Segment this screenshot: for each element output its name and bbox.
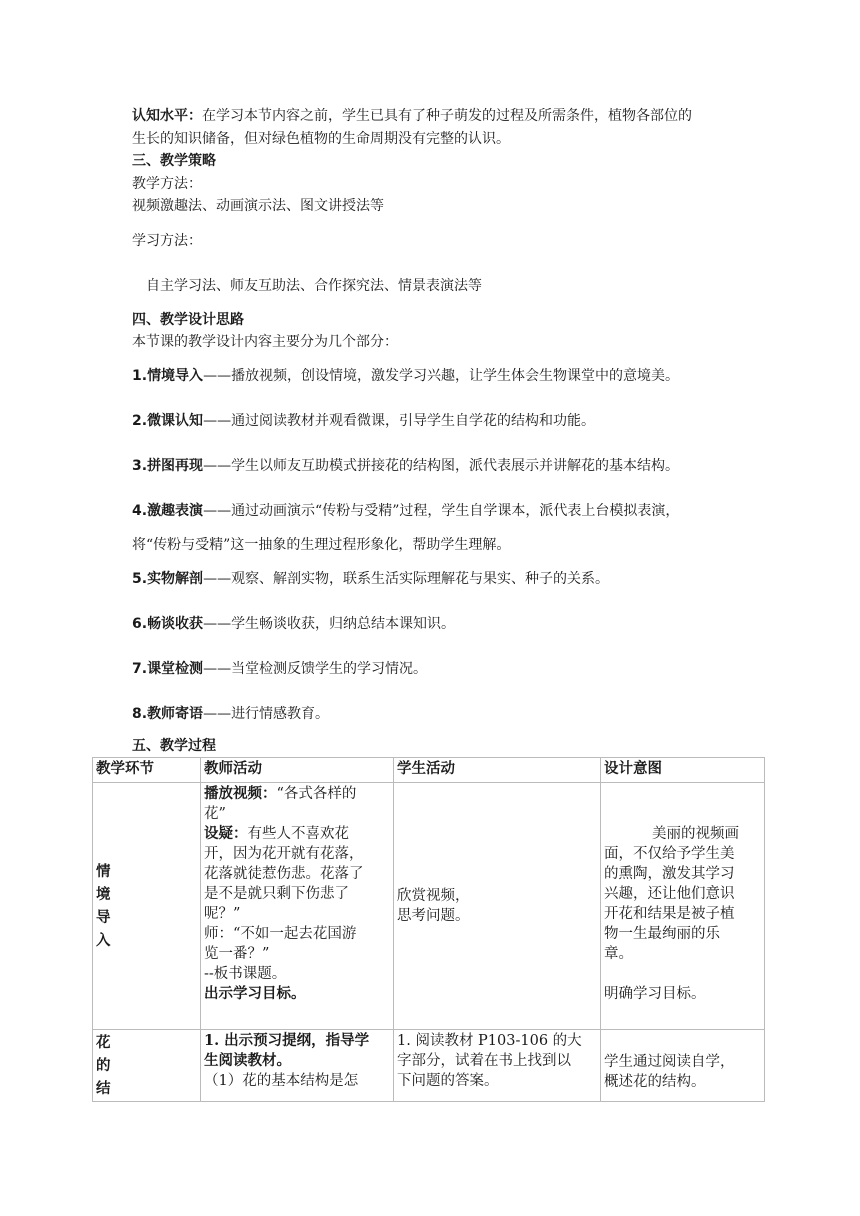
intent-line: 明确学习目标。 [604, 986, 706, 1002]
stage-char: 结 [96, 1080, 111, 1097]
item-text: ——通过动画演示“传粉与受精”过程，学生自学课本，派代表上台模拟表演， [203, 503, 680, 519]
teacher-line: （1）花的基本结构是怎 [204, 1073, 359, 1089]
header-teacher: 教师活动 [201, 758, 394, 783]
teacher-line: 1. 出示预习提纲，指导学 [204, 1032, 370, 1049]
item-number: 4. [132, 503, 148, 519]
design-intent-cell [601, 1030, 765, 1102]
item-title: 畅谈收获 [147, 616, 204, 632]
design-item-7 [132, 660, 427, 678]
section3-heading: 三、教学策略 [132, 153, 216, 169]
intent-line: 概述花的结构。 [604, 1074, 706, 1090]
item-text: ——学生以师友互助模式拼接花的结构图，派代表展示并讲解花的基本结构。 [203, 458, 680, 474]
item-number: 3. [132, 458, 148, 474]
teacher-line: 是不是就只剩下伤悲了 [204, 886, 349, 902]
teaching-methods: 视频激趣法、动画演示法、图文讲授法等 [132, 198, 384, 214]
student-line: 1. 阅读教材 P103-106 的大 [397, 1033, 582, 1049]
design-intent-cell [601, 783, 765, 1030]
intent-line: 学生通过阅读自学， [604, 1054, 735, 1070]
intent-line: 物一生最绚丽的乐 [604, 926, 720, 942]
teacher-line: 开，因为花开就有花落， [204, 846, 364, 862]
intent-line: 兴趣，还让他们意识 [604, 886, 735, 902]
stage-char: 导 [96, 909, 111, 926]
stage-char: 入 [96, 932, 111, 949]
item-text: ——学生畅谈收获，归纳总结本课知识。 [203, 616, 456, 632]
item-text: ——观察、解剖实物，联系生活实际理解花与果实、种子的关系。 [203, 571, 610, 587]
design-item-4 [132, 502, 679, 520]
design-item-2 [132, 412, 595, 430]
design-item-3 [132, 457, 679, 475]
table-row [93, 1030, 765, 1102]
teacher-text: “各式各样的 [276, 786, 357, 802]
learning-methods: 自主学习法、师友互助法、合作探究法、情景表演法等 [146, 278, 482, 294]
teacher-activity-cell [201, 1030, 394, 1102]
header-intent: 设计意图 [601, 758, 765, 783]
student-line: 思考问题。 [397, 908, 470, 924]
item-title: 拼图再现 [147, 458, 204, 474]
header-student: 学生活动 [394, 758, 601, 783]
item-number: 6. [132, 616, 148, 632]
item-title: 微课认知 [147, 413, 204, 429]
teacher-activity-cell [201, 783, 394, 1030]
section5-heading: 五、教学过程 [132, 738, 216, 754]
teacher-line: 花” [204, 806, 226, 822]
table-header-row [93, 758, 765, 783]
teacher-line: 花落就徒惹伤悲。花落了 [204, 866, 364, 882]
cognitive-line-1 [132, 107, 692, 125]
stage-char: 境 [96, 886, 111, 903]
student-line: 字部分，试着在书上找到以 [397, 1053, 571, 1069]
cognitive-text-2: 生长的知识储备，但对绿色植物的生命周期没有完整的认识。 [132, 131, 510, 147]
teacher-line: 呢？” [204, 906, 241, 922]
teacher-label: 设疑： [204, 825, 248, 842]
cognitive-label: 认知水平： [132, 108, 202, 124]
header-stage: 教学环节 [93, 758, 201, 783]
teaching-methods-label: 教学方法： [132, 176, 202, 192]
stage-char: 花 [96, 1034, 111, 1051]
cognitive-text-1: 在学习本节内容之前，学生已具有了种子萌发的过程及所需条件，植物各部位的 [202, 108, 692, 124]
intent-line: 面，不仅给予学生美 [604, 846, 735, 862]
teacher-text: 有些人不喜欢花 [247, 826, 349, 842]
teacher-line: 生阅读教材。 [204, 1052, 291, 1069]
item-title: 教师寄语 [147, 706, 204, 722]
learning-methods-label: 学习方法： [132, 233, 202, 249]
item-number: 1. [132, 368, 148, 384]
student-line: 欣赏视频， [397, 888, 470, 904]
design-item-6 [132, 615, 455, 633]
student-activity-cell [394, 783, 601, 1030]
item-title: 情境导入 [147, 368, 204, 384]
stage-cell [93, 1030, 201, 1102]
teacher-line [204, 824, 390, 844]
teacher-line: 师：“不如一起去花国游 [204, 926, 357, 942]
item-text: ——当堂检测反馈学生的学习情况。 [203, 661, 428, 677]
item-title: 实物解剖 [147, 571, 204, 587]
student-activity-cell [394, 1030, 601, 1102]
teacher-line: 出示学习目标。 [204, 985, 306, 1002]
design-item-1 [132, 367, 679, 385]
stage-char: 的 [96, 1057, 111, 1074]
design-item-4-continued: 将“传粉与受精”这一抽象的生理过程形象化，帮助学生理解。 [132, 537, 511, 553]
design-item-8 [132, 705, 329, 723]
stage-cell [93, 783, 201, 1030]
section4-intro: 本节课的教学设计内容主要分为几个部分： [132, 334, 398, 350]
teacher-line: 览一番？” [204, 946, 270, 962]
item-text: ——播放视频，创设情境，激发学习兴趣，让学生体会生物课堂中的意境美。 [203, 368, 680, 384]
stage-char: 情 [96, 863, 111, 880]
student-line: 下问题的答案。 [397, 1073, 499, 1089]
item-number: 2. [132, 413, 148, 429]
intent-line: 章。 [604, 946, 633, 962]
intent-line: 美丽的视频画 [652, 826, 739, 842]
intent-line: 的熏陶，激发其学习 [604, 866, 735, 882]
section4-heading: 四、教学设计思路 [132, 312, 244, 328]
item-title: 课堂检测 [147, 661, 204, 677]
item-title: 激趣表演 [147, 503, 204, 519]
item-text: ——进行情感教育。 [203, 706, 330, 722]
teacher-label: 播放视频： [204, 785, 277, 802]
teacher-line: --板书课题。 [204, 966, 287, 982]
item-number: 8. [132, 706, 148, 722]
item-number: 5. [132, 571, 148, 587]
item-number: 7. [132, 661, 148, 677]
table-row [93, 783, 765, 1030]
teacher-line [204, 784, 390, 804]
teaching-process-table [92, 757, 765, 1102]
item-text: ——通过阅读教材并观看微课，引导学生自学花的结构和功能。 [203, 413, 596, 429]
intent-line: 开花和结果是被子植 [604, 906, 735, 922]
design-item-5 [132, 570, 609, 588]
